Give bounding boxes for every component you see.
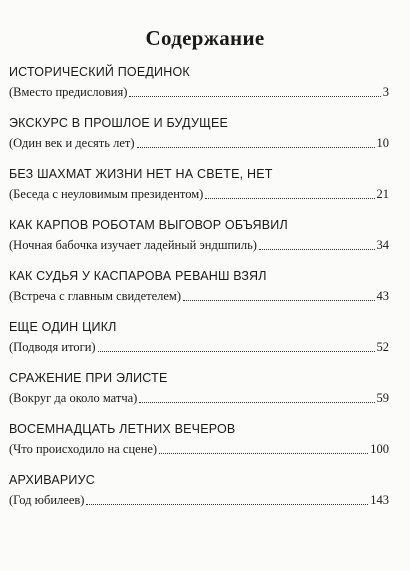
toc-subline	[9, 389, 389, 407]
toc-entry[interactable]	[9, 266, 389, 317]
dot-leader	[98, 351, 375, 352]
table-of-contents	[9, 62, 389, 521]
toc-heading: АРХИВАРИУС	[9, 473, 95, 487]
dot-leader	[137, 147, 375, 148]
toc-page-number: 143	[370, 493, 389, 507]
toc-heading: БЕЗ ШАХМАТ ЖИЗНИ НЕТ НА СВЕТЕ, НЕТ	[9, 167, 273, 181]
toc-subline	[9, 491, 389, 509]
dot-leader	[129, 96, 380, 97]
toc-page-number: 59	[376, 391, 389, 405]
toc-entry[interactable]	[9, 164, 389, 215]
toc-subtitle: (Беседа с неуловимым президентом)	[9, 187, 204, 201]
toc-subline	[9, 236, 389, 254]
toc-entry[interactable]	[9, 419, 389, 470]
dot-leader	[183, 300, 374, 301]
toc-subline	[9, 338, 389, 356]
toc-entry[interactable]	[9, 317, 389, 368]
toc-page-number: 3	[382, 85, 389, 99]
dot-leader	[159, 453, 368, 454]
toc-subtitle: (Год юбилеев)	[9, 493, 85, 507]
toc-page-number: 100	[370, 442, 389, 456]
toc-subtitle: (Ночная бабочка изучает ладейный эндшпиль)	[9, 238, 257, 252]
dot-leader	[86, 504, 368, 505]
toc-subtitle: (Вокруг да около матча)	[9, 391, 138, 405]
toc-heading: ВОСЕМНАДЦАТЬ ЛЕТНИХ ВЕЧЕРОВ	[9, 422, 236, 436]
toc-subline	[9, 134, 389, 152]
dot-leader	[205, 198, 374, 199]
toc-page-number: 10	[376, 136, 389, 150]
toc-heading: ЕЩЕ ОДИН ЦИКЛ	[9, 320, 117, 334]
toc-entry[interactable]	[9, 368, 389, 419]
toc-subtitle: (Один век и десять лет)	[9, 136, 135, 150]
toc-page-number: 21	[376, 187, 389, 201]
toc-page-number: 43	[376, 289, 389, 303]
toc-subline	[9, 83, 389, 101]
toc-subtitle: (Что происходило на сцене)	[9, 442, 158, 456]
toc-subtitle: (Встреча с главным свидетелем)	[9, 289, 182, 303]
toc-entry[interactable]	[9, 470, 389, 521]
toc-heading: КАК СУДЬЯ У КАСПАРОВА РЕВАНШ ВЗЯЛ	[9, 269, 267, 283]
toc-subline	[9, 287, 389, 305]
toc-heading: ЭКСКУРС В ПРОШЛОЕ И БУДУЩЕЕ	[9, 116, 229, 130]
toc-subline	[9, 440, 389, 458]
toc-entry[interactable]	[9, 215, 389, 266]
toc-entry[interactable]	[9, 62, 389, 113]
toc-page-number: 52	[376, 340, 389, 354]
toc-subtitle: (Подводя итоги)	[9, 340, 96, 354]
toc-entry[interactable]	[9, 113, 389, 164]
toc-subtitle: (Вместо предисловия)	[9, 85, 128, 99]
toc-heading: КАК КАРПОВ РОБОТАМ ВЫГОВОР ОБЪЯВИЛ	[9, 218, 288, 232]
toc-heading: ИСТОРИЧЕСКИЙ ПОЕДИНОК	[9, 65, 190, 79]
toc-subline	[9, 185, 389, 203]
toc-heading: СРАЖЕНИЕ ПРИ ЭЛИСТЕ	[9, 371, 168, 385]
toc-page-number: 34	[376, 238, 389, 252]
dot-leader	[139, 402, 374, 403]
page-title: Содержание	[145, 26, 265, 50]
dot-leader	[259, 249, 375, 250]
